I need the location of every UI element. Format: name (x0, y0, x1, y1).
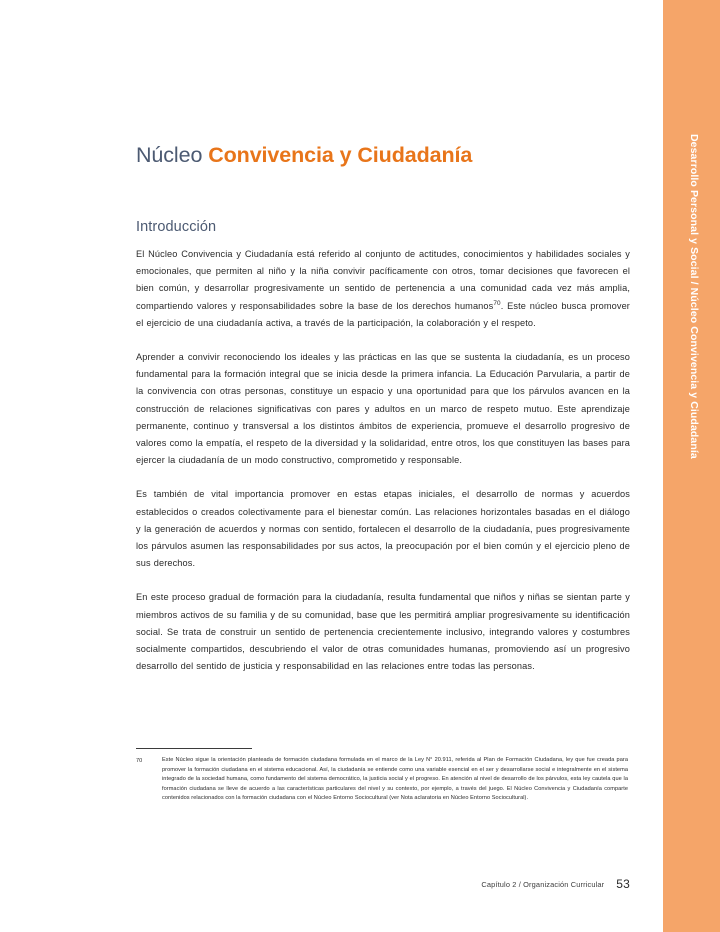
page-title-plain: Núcleo (136, 143, 209, 168)
footnote-number: 70 (136, 757, 143, 764)
page-footer (136, 874, 630, 892)
footnote-reference-70: 70 (493, 299, 501, 307)
paragraph-1 (136, 246, 630, 332)
running-head-label: Desarrollo Personal y Social / Núcleo Convivencia y Ciudadanía (688, 134, 700, 459)
footnote-block (136, 748, 628, 804)
paragraph-1-text-before-note: El Núcleo Convivencia y Ciudadanía está referido al conjunto de actitudes, conocimientos y habilidades sociales y emocionales, que permiten al niño y la niña convivir pacíficamente con otros, tomar decisiones que favorecen el bien común, y desarrollar progresivamente un sentido de pertenencia a una comunidad cada vez más amplia, compartiendo valores y responsabilidades sobre la base de los derechos humanos (136, 249, 630, 311)
footnote-row (136, 756, 628, 804)
edge-band (663, 0, 720, 932)
section-heading: Introducción (136, 219, 217, 236)
paragraph-4: En este proceso gradual de formación para la ciudadanía, resulta fundamental que niños y niñas se sientan parte y miembros activos de su familia y de su comunidad, base que les permitirá ampliar progresivamente su identificación social. Se trata de construir un sentido de pertenencia crecientemente inclusivo, integrando valores y costumbres socialmente compartidos, descubriendo el valor de otras comunidades humanas, promoviendo así un progresivo desarrollo del sentido de justicia y responsabilidad en las relaciones entre todas las personas. (136, 592, 630, 672)
paragraph-2: Aprender a convivir reconociendo los ideales y las prácticas en las que se sustenta la ciudadanía, es un proceso fundamental para la formación integral que se inicia desde la primera infancia. La Educación Parvularia, a partir de la convivencia con otras personas, constituye un espacio y una oportunidad para que los párvulos avancen en la construcción de relaciones significativas con pares y adultos en un marco de respeto mutuo. Este aprendizaje permanente, continuo y transversal a los distintos ámbitos de experiencia, promueve el desarrollo progresivo de valores como la empatía, el respeto de la diversidad y la solidaridad, entre otros, los que constituyen las bases para ejercer la ciudadanía de un modo constructivo, comprometido y responsable. (136, 352, 630, 466)
paragraph-1-text-after-note: . Este núcleo busca promover el ejercicio de una ciudadanía activa, a través de la participación, la colaboración y el respeto. (136, 300, 630, 328)
page-title (136, 142, 472, 168)
footer-chapter-label: Capítulo 2 / Organización Curricular (481, 880, 605, 889)
footer-page-number: 53 (616, 877, 630, 891)
footnote-separator-rule (136, 748, 252, 749)
paragraph-3: Es también de vital importancia promover en estas etapas iniciales, el desarrollo de normas y acuerdos establecidos o creados colectivamente para el bienestar común. Las relaciones horizontales basadas en el diálogo y la generación de acuerdos y normas con sentido, fortalecen el desarrollo de la ciudadanía, pues progresivamente los párvulos asumen las responsabilidades por sus actos, la preocupación por el bien común y el ejercicio pleno de sus derechos. (136, 489, 630, 569)
footnote-text: Este Núcleo sigue la orientación planteada de formación ciudadana formulada en el marco de la Ley N° 20.911, referida al Plan de Formación Ciudadana, ley que fue creada para promover la formación ciudadana en el sistema educacional. Así, la ciudadanía se entiende como una variable esencial en el ser y desarrollarse social e integralmente en el sistema integrado de la sociedad humana, como fundamento del sistema democrático, la justicia social y el progreso. En atención al nivel de desarrollo de los párvulos, esta ley cautela que la formación ciudadana se lleve de acuerdo a las características particulares del nivel y su contexto, por ejemplo, a través del juego. El Núcleo Convivencia y Ciudadanía comparte contenidos relacionados con la formación ciudadana con el Núcleo Entorno Sociocultural (ver Nota aclaratoria en Núcleo Entorno Sociocultural). (162, 757, 628, 802)
page-title-accent: Convivencia y Ciudadanía (208, 143, 473, 168)
body-text-column (136, 246, 630, 692)
